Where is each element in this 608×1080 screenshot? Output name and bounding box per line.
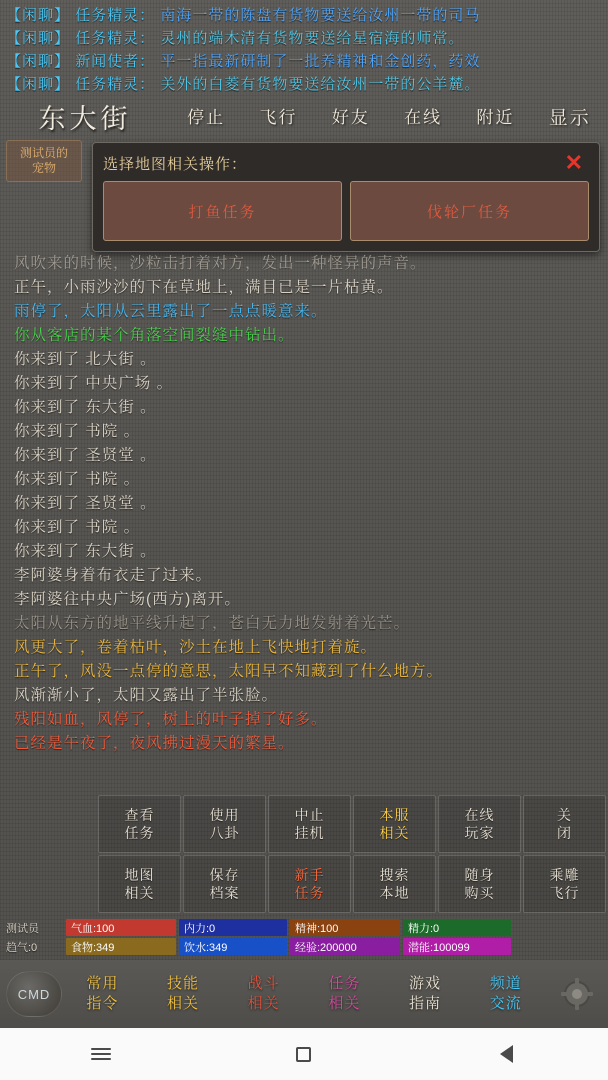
cmd-label-line1: 搜索 [379,867,410,883]
cmd-label-line1: 地图 [124,867,155,883]
page-title: 东大街 [38,103,132,134]
android-nav-bar [0,1028,608,1080]
log-line: 你来到了 圣贤堂 。 [14,447,157,464]
chat-speaker: 新闻使者： [70,53,156,70]
chat-channel-tag: 【闲聊】 [6,30,71,47]
menu-common-commands[interactable] [62,974,143,1014]
player-name: 测试员 [6,922,39,935]
status-bar: 食物:349 [66,938,176,955]
dialog-title: 选择地图相关操作： [103,155,248,173]
status-bar: 经验:200000 [290,938,400,955]
menu-label-line2: 指令 [86,995,119,1012]
cmd-label-line1: 随身 [464,867,495,883]
cmd-label-line1: 查看 [124,807,155,823]
log-line: 风渐渐小了，太阳又露出了半张脸。 [14,687,279,704]
menu-label-line1: 战斗 [247,975,280,992]
menu-game-guide[interactable] [385,974,466,1014]
log-line: 你来到了 书院 。 [14,423,141,440]
fishing-quest-option[interactable]: 打鱼任务 [103,181,342,241]
bottom-menu-items [62,974,546,1014]
cmd-online-players[interactable] [438,795,521,853]
cmd-label-line2: 相关 [379,825,410,841]
nearby-button[interactable]: 附近 [476,107,515,127]
close-icon[interactable]: ✕ [564,150,583,175]
chat-line [6,4,608,27]
chat-speaker: 任务精灵： [70,30,156,47]
menu-label-line1: 游戏 [409,975,442,992]
back-icon[interactable] [472,1028,542,1080]
log-line: 你从客店的某个角落空间裂缝中钻出。 [14,327,295,344]
status-bar: 气血:100 [66,919,176,936]
dialog-header [103,151,589,175]
display-button[interactable]: 显示 [548,107,591,129]
status-bars [0,918,608,958]
cmd-label-line2: 档案 [209,885,240,901]
log-line: 风吹来的时候，沙粒击打着对方，发出一种怪异的声音。 [14,255,427,272]
cmd-map-related[interactable] [98,855,181,913]
cmd-label-line2: 任务 [124,825,155,841]
menu-combat[interactable] [223,974,304,1014]
status-bar: 潜能:100099 [403,938,511,955]
top-bar [0,94,608,138]
home-icon[interactable] [269,1028,339,1080]
chat-message: 南海一带的陈盘有货物要送给汝州一带的司马 [155,7,481,24]
chat-ticker [0,0,608,92]
cmd-stop-afk[interactable] [268,795,351,853]
cmd-label-line1: 中止 [294,807,325,823]
menu-skills[interactable] [143,974,224,1014]
log-line: 你来到了 书院 。 [14,519,141,536]
status-bar: 精神:100 [290,919,400,936]
menu-quests[interactable] [304,974,385,1014]
menu-label-line2: 相关 [247,995,280,1012]
cmd-label-line2: 玩家 [464,825,495,841]
lumber-mill-quest-option[interactable]: 伐轮厂任务 [350,181,589,241]
log-line: 正午了，风没一点停的意思，太阳早不知藏到了什么地方。 [14,663,444,680]
log-line: 李阿婆身着布衣走了过来。 [14,567,213,584]
menu-label-line2: 相关 [328,995,361,1012]
stop-button[interactable]: 停止 [187,107,226,127]
cmd-search-local[interactable] [353,855,436,913]
log-line: 残阳如血，风停了，树上的叶子掉了好多。 [14,711,328,728]
cmd-server-related[interactable] [353,795,436,853]
cmd-newbie-quest[interactable] [268,855,351,913]
pet-owner-label: 测试员的 [19,146,68,160]
cmd-label-line2: 飞行 [549,885,580,901]
cmd-label-line1: 关 [557,807,572,823]
chat-speaker: 任务精灵： [70,7,156,24]
menu-label-line2: 指南 [409,995,442,1012]
online-button[interactable]: 在线 [404,107,443,127]
chat-channel-tag: 【闲聊】 [6,76,71,92]
cmd-label-line1: 新手 [294,867,325,883]
friends-button[interactable]: 好友 [331,107,370,127]
top-button-row [170,101,608,132]
menu-label-line1: 技能 [167,975,200,992]
chat-line [6,27,608,50]
dialog-options [103,181,589,241]
recent-apps-icon[interactable] [66,1028,136,1080]
log-line: 已经是午夜了，夜风拂过漫天的繁星。 [14,735,295,752]
log-line: 你来到了 圣贤堂 。 [14,495,157,512]
cmd-label-line2: 任务 [294,885,325,901]
cmd-label-line2: 购买 [464,885,495,901]
bottom-menu [0,960,608,1028]
cmd-label-line2: 本地 [379,885,410,901]
menu-label-line2: 相关 [167,995,200,1012]
chat-channel-tag: 【闲聊】 [6,7,71,24]
cmd-label-line2: 八卦 [209,825,240,841]
status-row-2 [2,937,608,956]
status-bar-group-2 [66,938,514,955]
cmd-save-file[interactable] [183,855,266,913]
menu-label-line2: 交流 [489,995,522,1012]
log-line: 你来到了 北大街 。 [14,351,157,368]
menu-channels[interactable] [465,974,546,1014]
cmd-portable-shop[interactable] [438,855,521,913]
chat-message: 关外的白菱有货物要送给汝州一带的公羊麓。 [155,76,481,92]
cmd-label-line1: 本服 [379,807,410,823]
cmd-label-line1: 在线 [464,807,495,823]
cmd-label-line1: 保存 [209,867,240,883]
menu-label-line1: 任务 [328,975,361,992]
log-line: 你来到了 东大街 。 [14,543,157,560]
log-line: 风更大了，卷着枯叶，沙土在地上飞快地打着旋。 [14,639,378,656]
log-line: 你来到了 东大街 。 [14,399,157,416]
chat-line [6,73,608,92]
game-log [0,248,608,793]
log-line: 太阳从东方的地平线升起了，苍白无力地发射着光芒。 [14,615,411,632]
log-line: 李阿婆往中央广场(西方)离开。 [14,591,241,608]
status-bar: 精力:0 [403,919,511,936]
chat-speaker: 任务精灵： [70,76,156,92]
map-action-dialog [92,142,600,252]
command-grid [96,795,608,915]
pet-box[interactable] [6,140,82,182]
qi-label: 趋气:0 [6,941,38,954]
cmd-label-line2: 闭 [557,825,572,841]
cmd-label-line1: 使用 [209,807,240,823]
pet-label: 宠物 [31,161,56,175]
status-row-1 [2,918,608,937]
cmd-eagle-fly[interactable] [523,855,606,913]
chat-message: 平一指最新研制了一批养精神和金创药，药效 [155,53,481,70]
cmd-badge[interactable]: CMD [6,971,62,1017]
status-bar-group-1 [66,919,514,936]
menu-label-line1: 频道 [489,975,522,992]
chat-channel-tag: 【闲聊】 [6,53,71,70]
log-line: 你来到了 中央广场 。 [14,375,174,392]
fly-button[interactable]: 飞行 [259,107,298,127]
status-bar: 饮水:349 [179,938,287,955]
cmd-view-quest[interactable] [98,795,181,853]
log-line: 雨停了，太阳从云里露出了一点点暖意来。 [14,303,328,320]
cmd-label-line2: 相关 [124,885,155,901]
cmd-close[interactable] [523,795,606,853]
cmd-use-bagua[interactable] [183,795,266,853]
status-bar: 内力:0 [179,919,287,936]
gear-icon[interactable] [546,977,608,1011]
cmd-label-line2: 挂机 [294,825,325,841]
log-line: 正午，小雨沙沙的下在草地上，满目已是一片枯黄。 [14,279,394,296]
chat-message: 灵州的端木清有货物要送给星宿海的师常。 [155,30,465,47]
cmd-label-line1: 乘雕 [549,867,580,883]
menu-label-line1: 常用 [86,975,119,992]
chat-line [6,50,608,73]
log-line: 你来到了 书院 。 [14,471,141,488]
